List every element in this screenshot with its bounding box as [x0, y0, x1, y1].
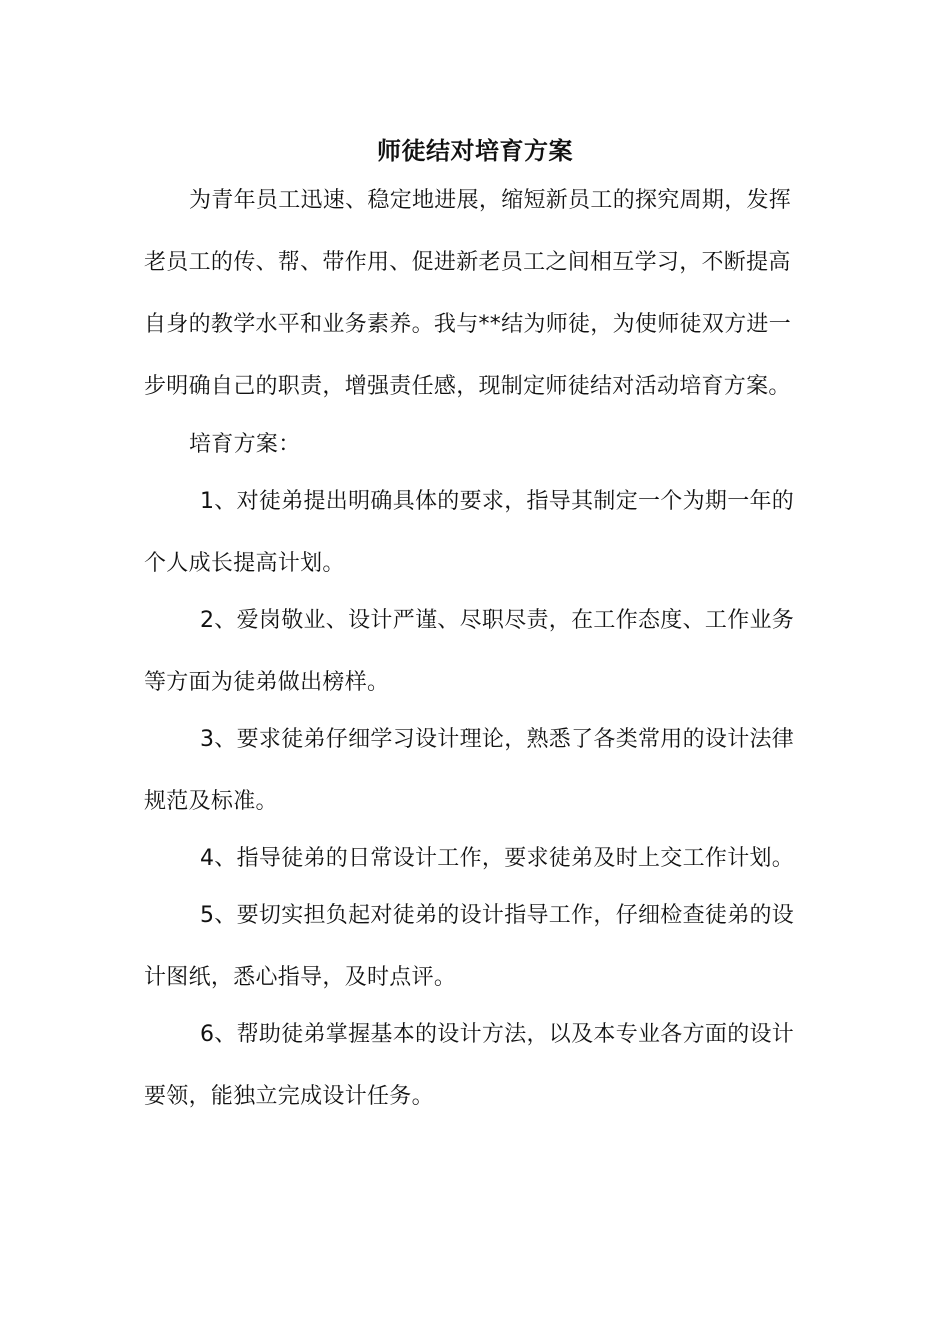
item-1-line-2: 个人成长提高计划。	[144, 551, 345, 576]
intro-line-2: 老员工的传、帮、带作用、促进新老员工之间相互学习，不断提高	[144, 250, 791, 275]
item-3-line-1: 3、要求徒弟仔细学习设计理论，熟悉了各类常用的设计法律	[200, 727, 795, 752]
document-title: 师徒结对培育方案	[377, 137, 573, 165]
intro-line-1: 为青年员工迅速、稳定地进展，缩短新员工的探究周期，发挥	[189, 188, 792, 213]
item-5-line-2: 计图纸，悉心指导，及时点评。	[144, 965, 457, 990]
section-heading: 培育方案：	[189, 432, 301, 457]
item-6-line-2: 要领，能独立完成设计任务。	[144, 1084, 434, 1109]
item-2-line-2: 等方面为徒弟做出榜样。	[144, 670, 390, 695]
item-3-line-2: 规范及标准。	[144, 789, 278, 814]
item-6-line-1: 6、帮助徒弟掌握基本的设计方法，以及本专业各方面的设计	[200, 1022, 795, 1047]
item-5-line-1: 5、要切实担负起对徒弟的设计指导工作，仔细检查徒弟的设	[200, 903, 795, 928]
item-4-line-1: 4、指导徒弟的日常设计工作，要求徒弟及时上交工作计划。	[200, 846, 795, 871]
intro-line-4: 步明确自己的职责，增强责任感，现制定师徒结对活动培育方案。	[144, 374, 791, 399]
item-1-line-1: 1、对徒弟提出明确具体的要求，指导其制定一个为期一年的	[200, 489, 795, 514]
item-2-line-1: 2、爱岗敬业、设计严谨、尽职尽责，在工作态度、工作业务	[200, 608, 795, 633]
intro-line-3: 自身的教学水平和业务素养。我与**结为师徒，为使师徒双方进一	[144, 312, 792, 337]
